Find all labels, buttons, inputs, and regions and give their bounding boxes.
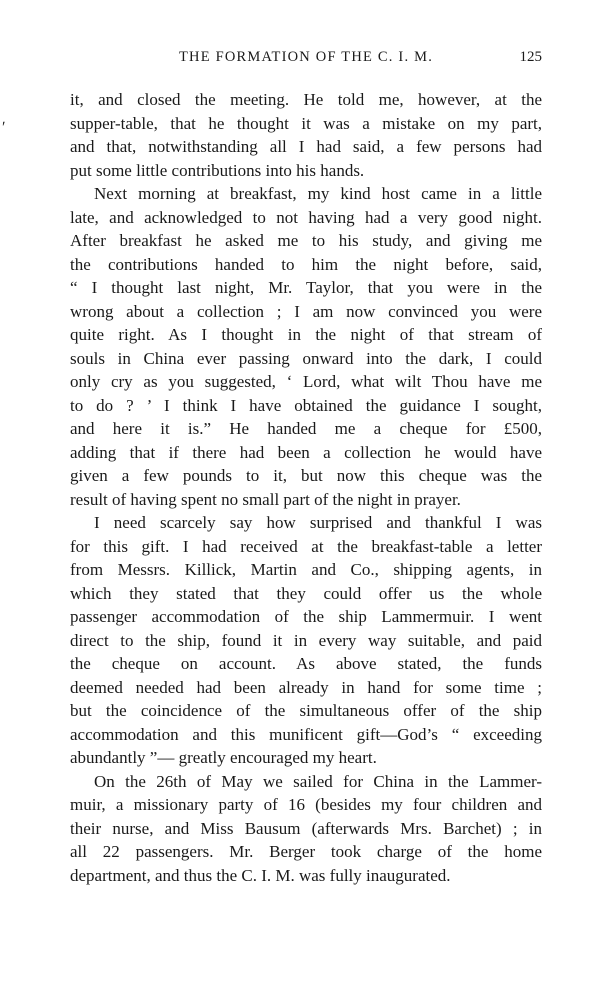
text-line: the contributions handed to him the night before, said,: [70, 254, 542, 274]
text-line: late, and acknowledged to not having had a very good night.: [70, 207, 542, 227]
text-line: result of having spent no small part of the night in prayer.: [70, 489, 461, 509]
text-line: abundantly ”— greatly encouraged my heart.: [70, 748, 377, 767]
text-line: quite right. As I thought in the night of that stream of: [70, 325, 542, 344]
text-line: deemed needed had been already in hand for some time ;: [70, 677, 542, 697]
text-line: After breakfast he asked me to his study, and giving me: [70, 231, 542, 250]
running-head: THE FORMATION OF THE C. I. M.: [178, 49, 434, 65]
text-line: to do ? ’ I think I have obtained the guidance I sought,: [70, 395, 542, 415]
text-line: only cry as you suggested, ‘ Lord, what wilt Thou have me: [70, 372, 542, 391]
page-number: 125: [519, 49, 542, 65]
text-line: the cheque on account. As above stated, the funds: [70, 654, 542, 673]
text-line: which they stated that they could offer us the whole: [70, 583, 542, 603]
text-line: souls in China ever passing onward into the dark, I could: [70, 348, 542, 368]
text-line: “ I thought last night, Mr. Taylor, that you were in the: [70, 278, 542, 297]
text-line: for this gift. I had received at the breakfast-table a letter: [70, 536, 542, 556]
margin-mark: ʹ: [2, 119, 6, 136]
text-line: supper-table, that he thought it was a mistake on my part,: [70, 113, 542, 133]
text-line: all 22 passengers. Mr. Berger took charge of the home: [70, 842, 542, 861]
text-line: muir, a missionary party of 16 (besides my four children and: [70, 795, 542, 814]
text-line: wrong about a collection ; I am now convinced you were: [70, 301, 542, 321]
text-line: their nurse, and Miss Bausum (afterwards Mrs. Barchet) ; in: [70, 818, 542, 838]
text-line: Next morning at breakfast, my kind host came in a little: [94, 184, 542, 203]
text-line: given a few pounds to it, but now this cheque was the: [70, 466, 542, 485]
text-line: adding that if there had been a collection he would have: [70, 442, 542, 462]
text-line: department, and thus the C. I. M. was fully inaugurated.: [70, 865, 451, 885]
text-line: I need scarcely say how surprised and thankful I was: [94, 513, 542, 532]
text-line: and that, notwithstanding all I had said, a few persons had: [70, 137, 542, 156]
text-line: from Messrs. Killick, Martin and Co., shipping agents, in: [70, 560, 542, 579]
body-text: [70, 88, 542, 887]
text-line: On the 26th of May we sailed for China in the Lammer-: [94, 771, 542, 791]
text-line: put some little contributions into his hands.: [70, 160, 365, 180]
text-line: but the coincidence of the simultaneous offer of the ship: [70, 701, 542, 720]
text-line: and here it is.” He handed me a cheque for £500,: [70, 419, 542, 438]
text-line: direct to the ship, found it in every way suitable, and paid: [70, 630, 542, 650]
page-header: [70, 49, 542, 71]
text-line: passenger accommodation of the ship Lammermuir. I went: [70, 607, 542, 626]
text-line: it, and closed the meeting. He told me, however, at the: [70, 90, 542, 109]
text-line: accommodation and this munificent gift—God’s “ exceeding: [70, 724, 542, 744]
